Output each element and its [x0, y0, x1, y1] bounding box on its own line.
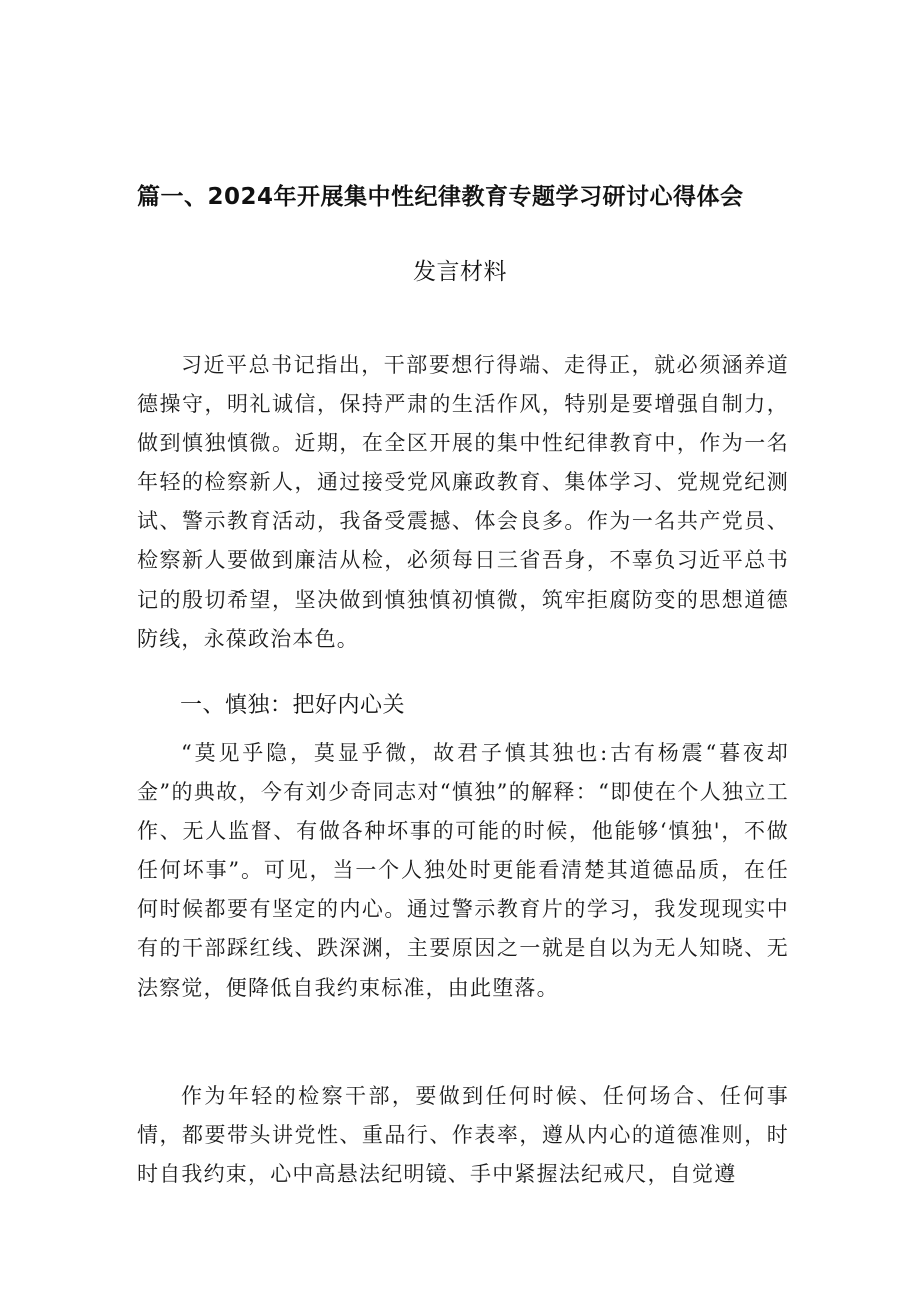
- document-title: 篇一、2024年开展集中性纪律教育专题学习研讨心得体会: [137, 184, 744, 210]
- section-heading: 一、慎独：把好内心关: [180, 693, 406, 718]
- paragraph-section-continued: 作为年轻的检察干部，要做到任何时候、任何场合、任何事情，都要带头讲党性、重品行、作表率，遵从内心的道德准则，时时自我约束，心中高悬法纪明镜、手中紧握法纪戒尺，自觉遵: [137, 1084, 789, 1187]
- paragraph-intro: 习近平总书记指出，干部要想行得端、走得正，就必须涵养道德操守，明礼诚信，保持严肃的生活作风，特别是要增强自制力，做到慎独慎微。近期，在全区开展的集中性纪律教育中，作为一名年轻的检察新人，通过接受党风廉政教育、集体学习、党规党纪测试、警示教育活动，我备受震撼、体会良多。作为一名共产党员、检察新人要做到廉洁从检，必须每日三省吾身，不辜负习近平总书记的殷切希望，坚决做到慎独慎初慎微，筑牢拒腐防变的思想道德防线，永葆政治本色。: [137, 353, 789, 651]
- document-title-continued: 发言材料: [413, 259, 507, 285]
- paragraph-section-body: “莫见乎隐，莫显乎微，故君子慎其独也:古有杨震“暮夜却金”的典故，今有刘少奇同志对“慎独”的解释：“即使在个人独立工作、无人监督、有做各种坏事的可能的时候，他能够‘慎独'，不做任何坏事”。可见，当一个人独处时更能看清楚其道德品质，在任何时候都要有坚定的内心。通过警示教育片的学习，我发现现实中有的干部踩红线、跌深渊，主要原因之一就是自以为无人知晓、无法察觉，便降低自我约束标准，由此堕落。: [137, 741, 789, 1000]
